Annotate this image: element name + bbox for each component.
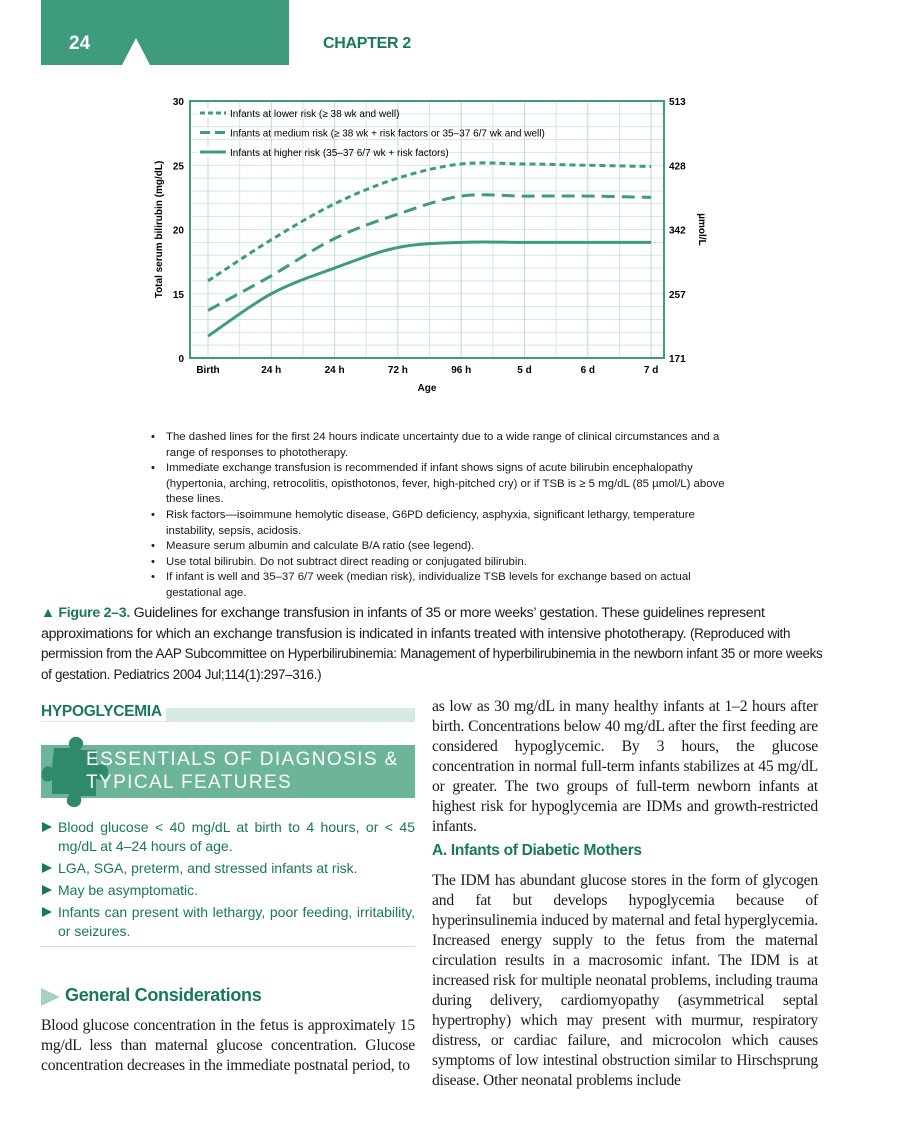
essentials-title	[86, 748, 399, 794]
banner-notch	[122, 38, 150, 65]
y2-tick-label: 428	[669, 161, 686, 173]
essentials-title-line: TYPICAL FEATURES	[86, 772, 293, 793]
y-tick-label: 20	[172, 225, 184, 237]
note-item: • If infant is well and 35–37 6/7 week (median risk), individualize TSB levels for exchange based on actual gestational age.	[148, 570, 728, 601]
essentials-item: LGA, SGA, preterm, and stressed infants at risk.	[41, 859, 415, 878]
body-paragraph: as low as 30 mg/dL in many healthy infants at 1–2 hours after birth. Concentrations below 40 mg/dL after the first feeding are considered hypoglycemic. By 3 hours, the glucose concentration in normal full-term infants stabilizes at 45 mg/dL or greater. The two groups of full-term newborn infants at highest risk for hypoglycemia are IDMs and growth-restricted infants.	[432, 698, 818, 835]
essentials-title-line: ESSENTIALS OF DIAGNOSIS &	[86, 749, 399, 770]
body-paragraph: Blood glucose concentration in the fetus is approximately 15 mg/dL less than maternal glucose concentration. Glucose concentration decreases in the immediate postnatal period, to	[41, 1017, 415, 1074]
essentials-item: Infants can present with lethargy, poor feeding, irritability, or seizures.	[41, 903, 415, 941]
y2-tick-label: 257	[669, 289, 686, 301]
divider	[41, 946, 415, 947]
triangle-marker-icon	[41, 988, 60, 1006]
note-item: • Risk factors—isoimmune hemolytic disease, G6PD deficiency, asphyxia, significant lethargy, temperature instability, sepsis, acidosis.	[148, 508, 728, 539]
essentials-list	[41, 818, 415, 944]
body-paragraph: The IDM has abundant glucose stores in the form of glycogen and fat but develops hypoglycemia because of hyperinsulinemia induced by maternal and fetal hyperglycemia. Increased energy supply to the fetus from the maternal circulation results in a macrosomic infant. The IDM is at increased risk for multiple neonatal problems, including trauma during delivery, cardiomyopathy (asymmetrical septal hypertrophy) which may present with murmur, respiratory distress, or cardiac failure, and microcolon which causes symptoms of low intestinal obstruction similar to Hirschsprung disease. Other neonatal problems include	[432, 872, 818, 1089]
x-tick-label: 96 h	[451, 365, 472, 376]
y-tick-label: 25	[172, 161, 184, 173]
bilirubin-chart	[140, 88, 707, 398]
caption-credit: (Reproduced with permission from the AAP Subcommittee on Hyperbilirubinemia: Management of hyperbilirubinemia in the newborn infant 35 or more weeks of gestation. Pediatrics 2004 Jul;114(1):297–316.)	[41, 625, 823, 682]
note-item: • Measure serum albumin and calculate B/A ratio (see legend).	[148, 539, 728, 555]
x-tick-label: 7 d	[643, 365, 659, 376]
note-item: • The dashed lines for the first 24 hours indicate uncertainty due to a wide range of clinical circumstances and a range of responses to phototherapy.	[148, 430, 728, 461]
y-tick-label: 30	[172, 97, 184, 108]
x-tick-label: 6 d	[580, 365, 596, 376]
essentials-item: May be asymptomatic.	[41, 881, 415, 900]
x-tick-label: 5 d	[517, 365, 532, 376]
y-axis-label: Total serum bilirubin (mg/dL)	[154, 160, 165, 299]
y-tick-label: 15	[172, 289, 184, 301]
y2-tick-label: 513	[669, 97, 686, 108]
note-item: • Immediate exchange transfusion is recommended if infant shows signs of acute bilirubin encephalopathy (hypertonia, arching, retrocolitis, opisthotonos, fever, high-pitched cry) or if TSB is ≥ 5 mg/dL (85 µmol/L) above these lines.	[148, 461, 728, 508]
y-tick-label: 0	[178, 354, 184, 365]
subsection-heading: General Considerations	[65, 985, 262, 1005]
page-number: 24	[69, 33, 91, 54]
y2-tick-label: 342	[669, 225, 686, 237]
section-heading: HYPOGLYCEMIA	[41, 703, 166, 721]
note-item: • Use total bilirubin. Do not subtract direct reading or conjugated bilirubin.	[148, 555, 728, 571]
essentials-item: Blood glucose < 40 mg/dL at birth to 4 hours, or < 45 mg/dL at 4–24 hours of age.	[41, 818, 415, 856]
x-tick-label: 72 h	[387, 365, 408, 376]
legend-label: Infants at lower risk (≥ 38 wk and well)	[230, 109, 400, 120]
x-tick-label: 24 h	[261, 365, 282, 376]
figure-notes	[148, 430, 728, 602]
x-tick-label: 24 h	[324, 365, 345, 376]
figure-label: ▲ Figure 2–3.	[41, 605, 130, 621]
caption-text: Guidelines for exchange transfusion in infants of 35 or more weeks’ gestation. These guidelines represent approximations for which an exchange transfusion is indicated in infants treated with intensive phototherapy.	[41, 605, 765, 642]
x-axis-label: Age	[417, 383, 437, 394]
legend-label: Infants at higher risk (35–37 6/7 wk + risk factors)	[230, 148, 449, 159]
y2-axis-label: µmol/L	[696, 213, 707, 246]
figure-caption	[41, 604, 831, 685]
subsection-heading: A. Infants of Diabetic Mothers	[432, 842, 642, 859]
x-tick-label: Birth	[196, 365, 220, 376]
chapter-title: CHAPTER 2	[323, 35, 411, 52]
y2-tick-label: 171	[669, 354, 686, 365]
legend-label: Infants at medium risk (≥ 38 wk + risk factors or 35–37 6/7 wk and well)	[230, 128, 545, 140]
